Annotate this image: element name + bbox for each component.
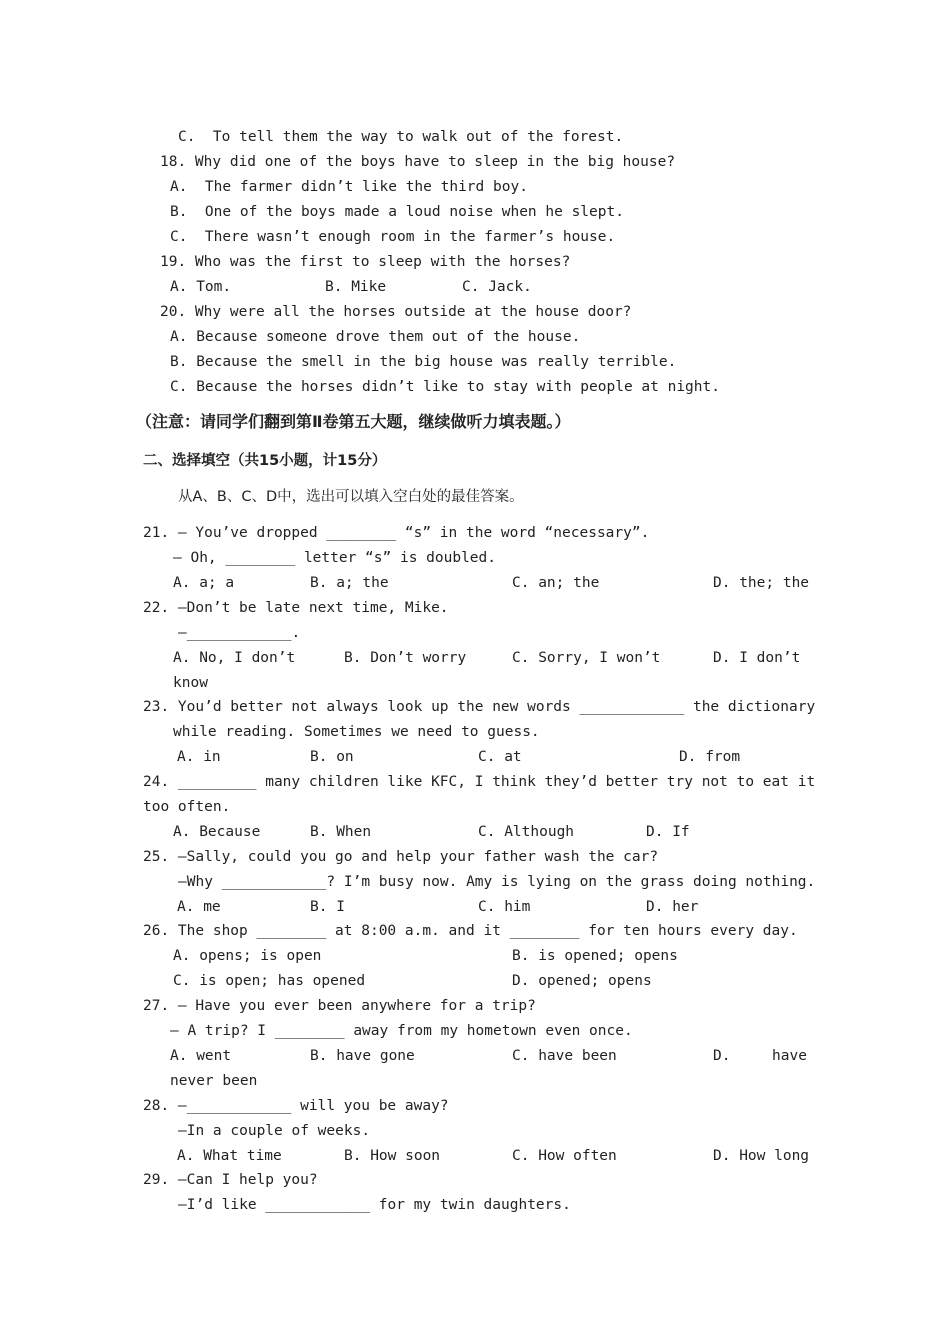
q26-option-c: C. is open; has opened [173,973,366,989]
q21-option-c: C. an; the [512,575,600,591]
q22-option-a: A. No, I don’t [173,650,296,666]
q23-line2: while reading. Sometimes we need to guess. [173,724,540,740]
q24-option-d: D. If [646,824,690,840]
q27-line1: 27. — Have you ever been anywhere for a trip? [143,998,536,1014]
q25-option-d: D. her [646,899,699,915]
q25-option-a: A. me [177,899,221,915]
q21-option-d: D. the; the [713,575,810,591]
q20-option-c: C. Because the horses didn’t like to stay with people at night. [170,379,720,395]
q23-option-d: D. from [679,749,741,765]
notice-text: （注意：请同学们翻到第Ⅱ卷第五大题，继续做听力填表题。） [136,412,571,431]
q19-option-c: C. Jack. [462,279,532,295]
q18-option-b: B. One of the boys made a loud noise when he slept. [170,204,624,220]
q23-option-c: C. at [478,749,522,765]
q24-line1: 24. _________ many children like KFC, I think they’d better try not to eat it [143,774,816,790]
q23-option-a: A. in [177,749,221,765]
section-instruction: 从A、B、C、D中，选出可以填入空白处的最佳答案。 [178,489,524,505]
q17-option-c: C. To tell them the way to walk out of the forest. [178,129,624,145]
q24-option-a: A. Because [173,824,261,840]
q25-line2: —Why ____________? I’m busy now. Amy is lying on the grass doing nothing. [178,874,816,890]
q29-line1: 29. —Can I help you? [143,1172,318,1188]
q28-option-b: B. How soon [344,1148,441,1164]
q22-option-d-wrap: know [173,675,208,691]
q27-option-a: A. went [170,1048,232,1064]
q26-line1: 26. The shop ________ at 8:00 a.m. and it ________ for ten hours every day. [143,923,798,939]
q19-option-b: B. Mike [325,279,387,295]
q18-option-c: C. There wasn’t enough room in the farmer’s house. [170,229,616,245]
q22-option-d: D. I don’t [713,650,801,666]
q26-option-d: D. opened; opens [512,973,652,989]
q22-option-b: B. Don’t worry [344,650,467,666]
q28-line1: 28. —____________ will you be away? [143,1098,449,1114]
q20-option-b: B. Because the smell in the big house was really terrible. [170,354,677,370]
q22-line1: 22. —Don’t be late next time, Mike. [143,600,449,616]
q21-option-b: B. a; the [310,575,389,591]
q28-option-d: D. How long [713,1148,810,1164]
q27-option-d-word: have [772,1048,807,1064]
q28-line2: —In a couple of weeks. [178,1123,371,1139]
q24-line2: too often. [143,799,231,815]
q25-option-c: C. him [478,899,531,915]
q21-line1: 21. — You’ve dropped ________ “s” in the word “necessary”. [143,525,650,541]
q29-line2: —I’d like ____________ for my twin daughters. [178,1197,571,1213]
q20-stem: 20. Why were all the horses outside at the house door? [160,304,632,320]
q21-line2: — Oh, ________ letter “s” is doubled. [173,550,497,566]
q23-option-b: B. on [310,749,354,765]
q27-option-d: D. [713,1048,731,1064]
q18-option-a: A. The farmer didn’t like the third boy. [170,179,528,195]
q27-option-c: C. have been [512,1048,617,1064]
section-title: 二、选择填空（共15小题，计15分） [143,453,387,469]
q18-stem: 18. Why did one of the boys have to sleep in the big house? [160,154,676,170]
q25-option-b: B. I [310,899,345,915]
q26-option-b: B. is opened; opens [512,948,678,964]
q19-option-a: A. Tom. [170,279,232,295]
q24-option-c: C. Although [478,824,575,840]
q20-option-a: A. Because someone drove them out of the house. [170,329,581,345]
q22-option-c: C. Sorry, I won’t [512,650,661,666]
q25-line1: 25. —Sally, could you go and help your father wash the car? [143,849,659,865]
q27-line2: — A trip? I ________ away from my hometown even once. [170,1023,633,1039]
q24-option-b: B. When [310,824,372,840]
q27-option-b: B. have gone [310,1048,415,1064]
q28-option-c: C. How often [512,1148,617,1164]
q28-option-a: A. What time [177,1148,282,1164]
q21-option-a: A. a; a [173,575,235,591]
q27-option-d-wrap: never been [170,1073,258,1089]
q23-line1: 23. You’d better not always look up the new words ____________ the dictionary [143,699,816,715]
q19-stem: 19. Who was the first to sleep with the horses? [160,254,571,270]
q22-line2: —____________. [178,625,301,641]
q26-option-a: A. opens; is open [173,948,322,964]
